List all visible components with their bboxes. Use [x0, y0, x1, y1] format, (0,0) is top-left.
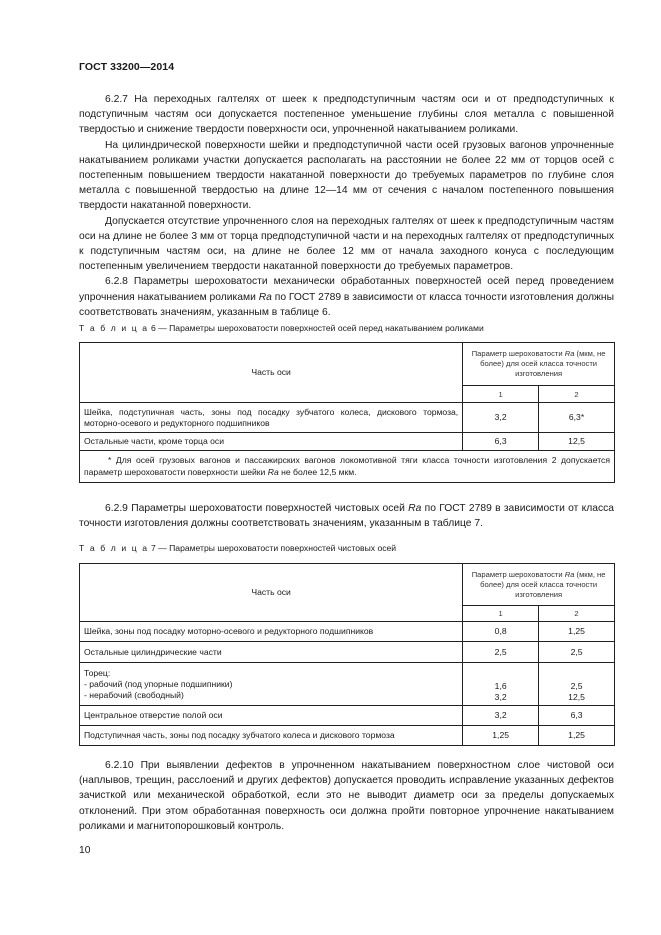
- paragraph-no-hardened-layer: Допускается отсутствие упрочненного слоя на переходных галтелях от шеек к предподступичным частям оси на длине не более 3 мм от торца предподступичной части и на переходных галтелях от предподступичных к подступичным частям оси, на длине не более 12 мм от начала заходного конуса с последующим постепенным увеличением твердости накатанной поверхности до требуемых параметров.: [79, 215, 614, 273]
- paragraph-6-2-9-block: [79, 501, 614, 531]
- page-number: 10: [79, 845, 91, 856]
- document-header: ГОСТ 33200—2014: [79, 61, 175, 73]
- table-7-caption: Т а б л и ц а 7 — Параметры шероховатости поверхностей чистовых осей: [79, 543, 397, 553]
- table-row: [80, 706, 615, 726]
- table-7-row-2-class-1: 2,5: [463, 642, 539, 663]
- table-6-row-2-part: Остальные части, кроме торца оси: [80, 433, 463, 451]
- table-7-row-2-part: Остальные цилиндрические части: [80, 642, 463, 663]
- table-6-row-1-class-1: 3,2: [463, 403, 539, 433]
- table-row: [80, 403, 615, 433]
- table-7-row-3-class-1: 1,6 3,2: [463, 663, 539, 706]
- table-7-class-2: 2: [539, 606, 615, 622]
- table-7-row-3-free: - нерабочий (свободный): [84, 689, 184, 700]
- paragraph-6-2-10: 6.2.10 При выявлении дефектов в упрочненном накатыванием поверхностном слое чистовой оси (наплывов, трещин, расслоений и других дефектов) допускается проводить исправление указанных дефектов зачисткой или механической обработкой, если это не выводит диаметр оси за пределы допускаемых отклонений. При этом обработанная поверхность оси должна пройти повторное упрочнение накатыванием роликами и магнитопорошковый контроль.: [79, 760, 614, 832]
- table-6-row-1-class-2: 6,3*: [539, 403, 615, 433]
- table-7-row-3-working: - рабочий (под упорные подшипники): [84, 678, 233, 689]
- table-row: [80, 433, 615, 451]
- table-row: [80, 642, 615, 663]
- table-7-row-4-part: Центральное отверстие полой оси: [80, 706, 463, 726]
- table-7-row-1-class-1: 0,8: [463, 622, 539, 642]
- table-6-row-2-class-2: 12,5: [539, 433, 615, 451]
- paragraph-6-2-10-block: [79, 758, 614, 834]
- paragraph-cylinder-surface: На цилиндрической поверхности шейки и предподступичной части осей грузовых вагонов упрочненные накатыванием роликами участки допускается располагать на расстоянии не более 22 мм от торцов осей с постепенным повышением твердости накатанной поверхности до требуемых параметров по глубине слоя металла с повышенной твердостью на длине 12—14 мм от сечения с началом постепенного повышения твердости накатанной поверхности.: [79, 139, 614, 212]
- table-7-row-2-class-2: 2,5: [539, 642, 615, 663]
- table-7-row-3-part: [80, 663, 463, 706]
- table-7: [79, 563, 615, 746]
- table-7-row-3-title: Торец:: [84, 667, 111, 678]
- paragraph-6-2-9: 6.2.9 Параметры шероховатости поверхностей чистовых осей Ra по ГОСТ 2789 в зависимости от класса точности изготовления должны соответствовать значениям, указанным в таблице 7.: [79, 503, 614, 530]
- table-6-caption: Т а б л и ц а 6 — Параметры шероховатости поверхностей осей перед накатыванием роликами: [79, 323, 484, 333]
- table-7-header-param: Параметр шероховатости Ra (мкм, не более) для осей класса точности изготовления: [463, 564, 615, 606]
- paragraph-6-2-8: 6.2.8 Параметры шероховатости механически обработанных поверхностей осей перед проведением упрочнения накатыванием роликами Ra по ГОСТ 2789 в зависимости от класса точности изготовления должны соответствовать значениям, указанным в таблице 6.: [79, 276, 614, 318]
- table-6-class-1: 1: [463, 386, 539, 403]
- table-7-class-1: 1: [463, 606, 539, 622]
- table-6-row-1-part: Шейка, подступичная часть, зоны под посадку зубчатого колеса, дискового тормоза, моторно-осевого и редукторного подшипников: [80, 403, 463, 433]
- table-row: [80, 663, 615, 706]
- table-7-row-5-class-2: 1,25: [539, 726, 615, 746]
- table-6: [79, 342, 615, 483]
- top-paragraphs: [79, 92, 614, 320]
- table-6-row-2-class-1: 6,3: [463, 433, 539, 451]
- table-7-row-1-part: Шейка, зоны под посадку моторно-осевого и редукторного подшипников: [80, 622, 463, 642]
- table-7-row-5-part: Подступичная часть, зоны под посадку зубчатого колеса и дискового тормоза: [80, 726, 463, 746]
- table-7-row-4-class-2: 6,3: [539, 706, 615, 726]
- table-7-row-5-class-1: 1,25: [463, 726, 539, 746]
- table-7-row-3-class-2: 2,5 12,5: [539, 663, 615, 706]
- table-7-row-1-class-2: 1,25: [539, 622, 615, 642]
- table-row: [80, 622, 615, 642]
- table-row: [80, 726, 615, 746]
- table-7-row-4-class-1: 3,2: [463, 706, 539, 726]
- table-6-footnote: * Для осей грузовых вагонов и пассажирских вагонов локомотивной тяги класса точности изготовления 2 допускается параметр шероховатости поверхности шейки Ra не более 12,5 мкм.: [80, 451, 615, 483]
- table-6-class-2: 2: [539, 386, 615, 403]
- table-6-header-param: Параметр шероховатости Ra (мкм, не более) для осей класса точности изготовления: [463, 343, 615, 386]
- table-7-header-part: Часть оси: [80, 564, 463, 622]
- paragraph-6-2-7: 6.2.7 На переходных галтелях от шеек к предподступичным частям оси и от предподступичных к подступичным частям оси допускается постепенное уменьшение глубины слоя металла с повышенной твердостью и снижение твердости поверхности оси, упрочненной накатыванием роликами.: [79, 94, 614, 136]
- table-6-header-part: Часть оси: [80, 343, 463, 403]
